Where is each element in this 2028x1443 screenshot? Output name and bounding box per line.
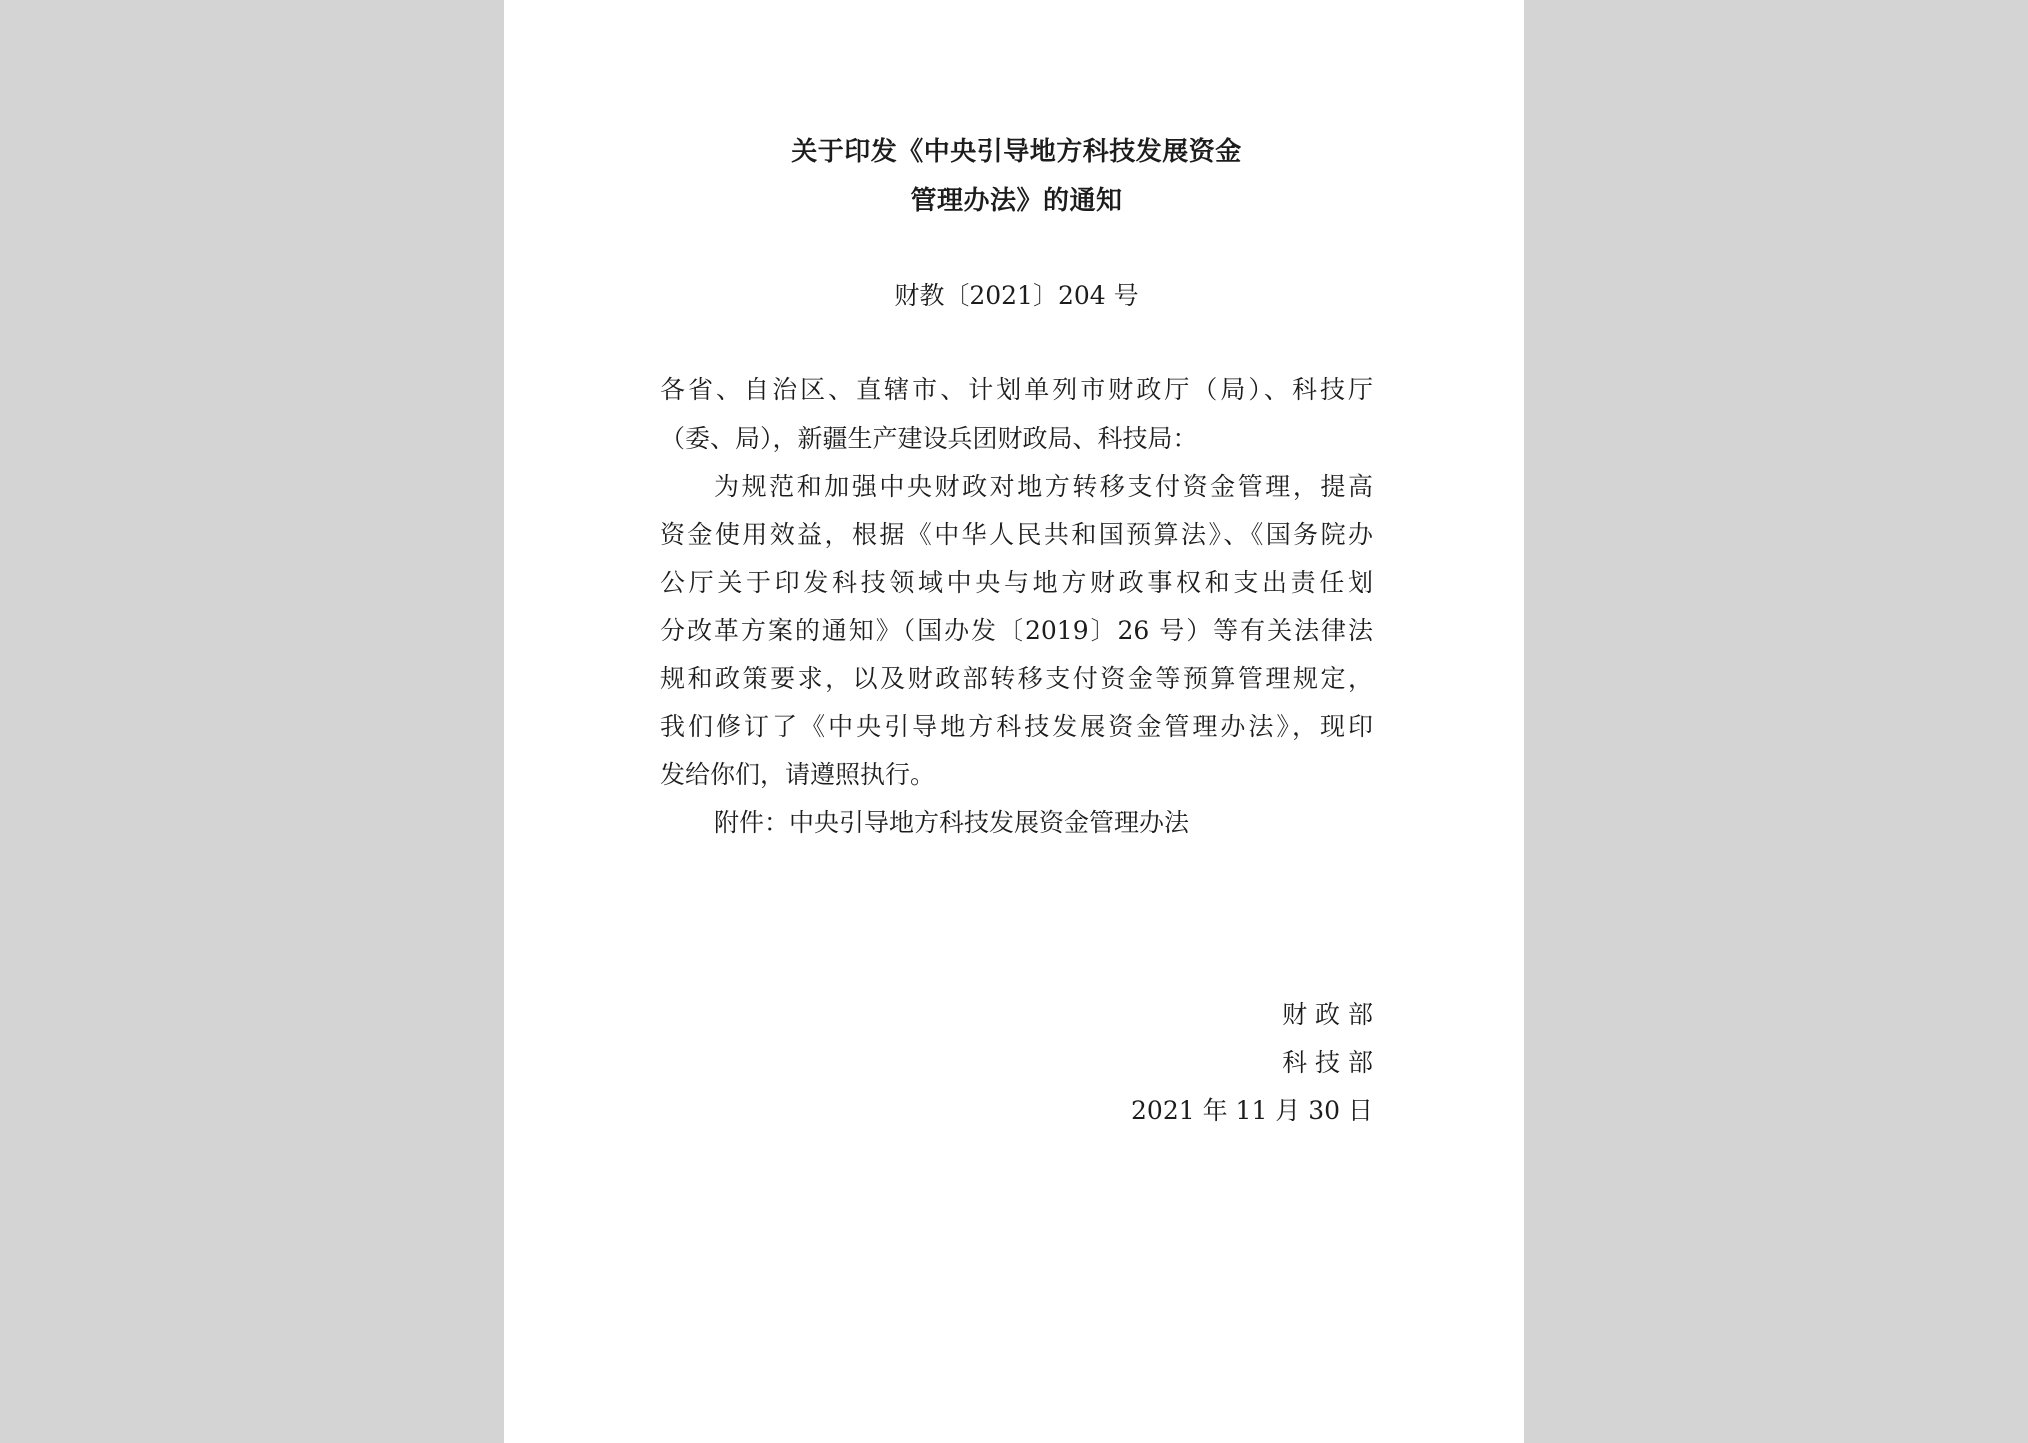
document-number: 财教〔2021〕204 号 bbox=[894, 281, 1139, 310]
signature-ministry-of-finance: 财 政 部 bbox=[1282, 1000, 1373, 1029]
addressee-line-2: （委、局），新疆生产建设兵团财政局、科技局： bbox=[660, 424, 1198, 453]
body-line-2: 资金使用效益，根据《中华人民共和国预算法》、《国务院办 bbox=[660, 520, 1373, 549]
document-date: 2021 年 11 月 30 日 bbox=[1131, 1096, 1373, 1125]
body-line-6: 我们修订了《中央引导地方科技发展资金管理办法》，现印 bbox=[660, 712, 1373, 741]
document-content bbox=[660, 0, 1373, 1443]
body-line-5: 规和政策要求，以及财政部转移支付资金等预算管理规定， bbox=[660, 664, 1373, 693]
attachment-line: 附件：中央引导地方科技发展资金管理办法 bbox=[714, 808, 1190, 837]
document-title-line-2: 管理办法》的通知 bbox=[910, 186, 1123, 216]
signature-ministry-of-science-technology: 科 技 部 bbox=[1282, 1048, 1373, 1077]
document-page bbox=[504, 0, 1524, 1443]
body-line-1: 为规范和加强中央财政对地方转移支付资金管理，提高 bbox=[714, 472, 1373, 501]
body-line-7: 发给你们，请遵照执行。 bbox=[660, 760, 936, 789]
body-line-3: 公厅关于印发科技领域中央与地方财政事权和支出责任划 bbox=[660, 568, 1373, 597]
addressee-line-1: 各省、自治区、直辖市、计划单列市财政厅（局）、科技厅 bbox=[660, 375, 1373, 404]
body-line-4: 分改革方案的通知》（国办发〔2019〕26 号）等有关法律法 bbox=[660, 616, 1373, 645]
document-title-line-1: 关于印发《中央引导地方科技发展资金 bbox=[791, 137, 1242, 167]
